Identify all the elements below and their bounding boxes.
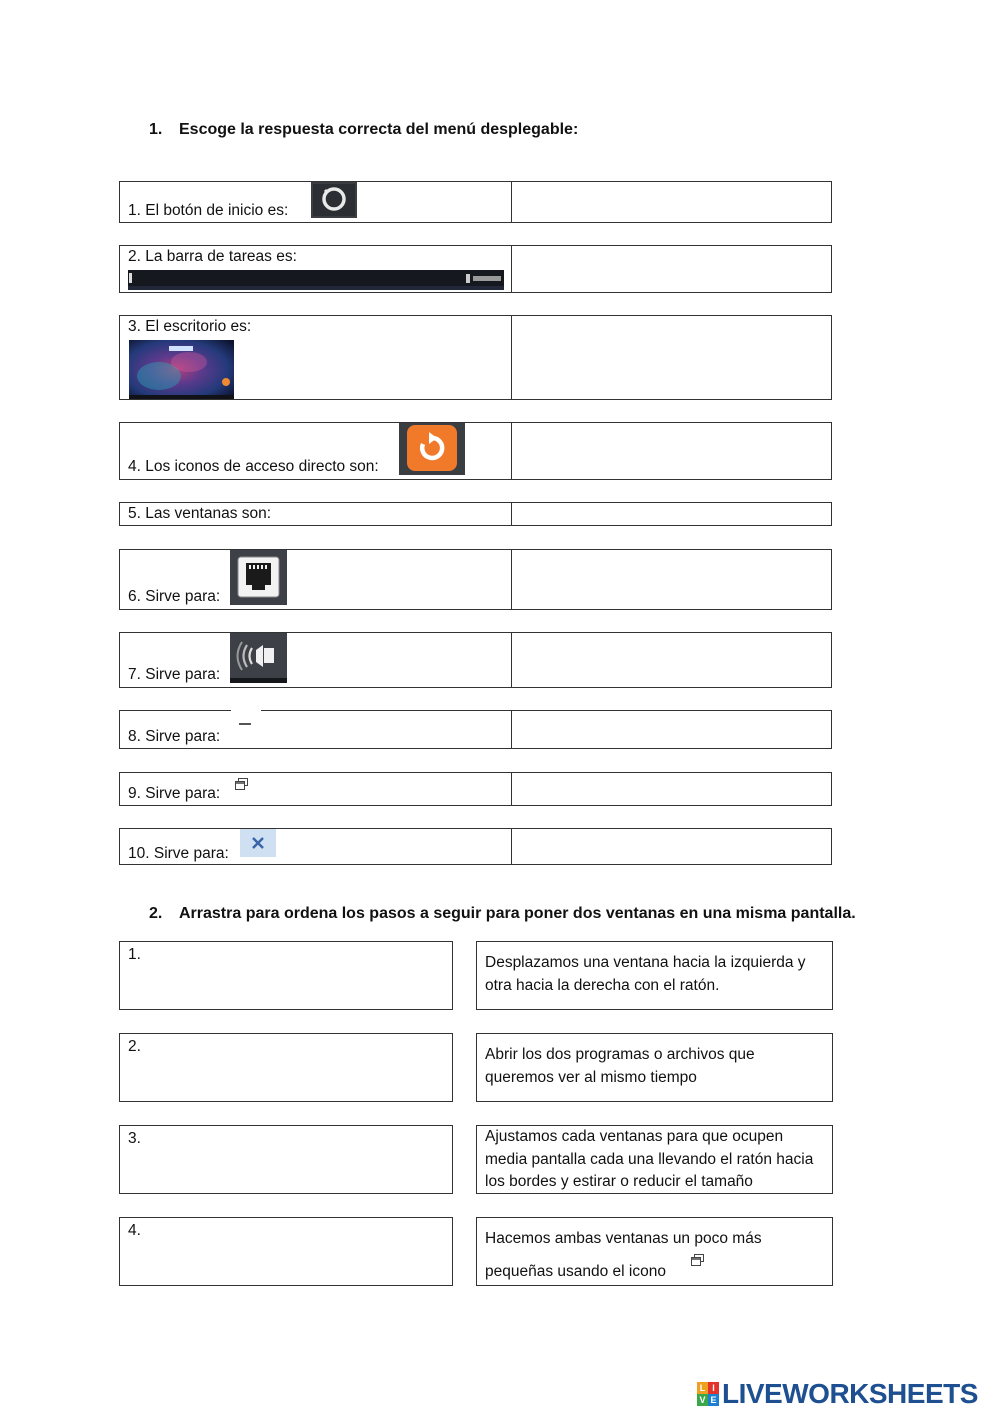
- question-row-3: [119, 315, 832, 400]
- draggable-step-card[interactable]: [476, 1033, 833, 1102]
- answer-dropdown[interactable]: [512, 550, 831, 609]
- logo-text: LIVEWORKSHEETS: [722, 1378, 978, 1409]
- order-slot-2[interactable]: [119, 1033, 453, 1102]
- section-2-heading: 2. Arrastra para ordena los pasos a seguir para poner dos ventanas en una misma pantalla.: [149, 905, 856, 922]
- question-row-5: [119, 502, 832, 526]
- question-row-6: [119, 549, 832, 610]
- answer-dropdown[interactable]: [512, 503, 831, 525]
- question-row-9: [119, 772, 832, 806]
- order-slot-1[interactable]: [119, 941, 453, 1010]
- question-row-10: [119, 828, 832, 865]
- answer-dropdown[interactable]: [512, 711, 831, 748]
- slot-number: 3.: [128, 1130, 141, 1147]
- question-label: 10. Sirve para:: [128, 845, 229, 862]
- question-label: 4. Los iconos de acceso directo son:: [128, 458, 379, 475]
- question-row-4: [119, 422, 832, 480]
- shortcut-icon: [399, 423, 465, 475]
- question-label: 6. Sirve para:: [128, 588, 221, 605]
- draggable-step-card[interactable]: [476, 1217, 833, 1286]
- question-label: 9. Sirve para:: [128, 785, 221, 802]
- step-text: Ajustamos cada ventanas para que ocupen media pantalla cada una llevando el ratón hacia los bordes y estirar o reducir el tamaño: [485, 1128, 814, 1190]
- order-slot-3[interactable]: [119, 1125, 453, 1194]
- question-label: 7. Sirve para:: [128, 666, 221, 683]
- answer-dropdown[interactable]: [512, 182, 831, 222]
- draggable-step-card[interactable]: [476, 1125, 833, 1194]
- answer-dropdown[interactable]: [512, 423, 831, 479]
- question-row-1: [119, 181, 832, 223]
- question-label: 3. El escritorio es:: [128, 318, 252, 335]
- question-row-7: [119, 632, 832, 688]
- answer-dropdown[interactable]: [512, 316, 831, 399]
- slot-number: 2.: [128, 1038, 141, 1055]
- taskbar-image: [128, 270, 504, 290]
- restore-icon: [235, 778, 249, 791]
- draggable-step-card[interactable]: [476, 941, 833, 1010]
- logo-mark-icon: L I V E: [697, 1382, 719, 1406]
- volume-icon: [230, 633, 287, 683]
- question-label: 2. La barra de tareas es:: [128, 248, 297, 265]
- step-text: Hacemos ambas ventanas un poco más pequeñas usando el icono: [485, 1230, 762, 1280]
- question-row-2: [119, 245, 832, 293]
- step-text: Abrir los dos programas o archivos que queremos ver al mismo tiempo: [485, 1046, 755, 1086]
- liveworksheets-logo: [697, 1378, 978, 1410]
- desktop-image: [129, 340, 234, 399]
- answer-dropdown[interactable]: [512, 773, 831, 805]
- section-1-heading: 1. Escoge la respuesta correcta del menú desplegable:: [149, 121, 579, 138]
- start-button-icon: [311, 182, 357, 218]
- question-label: 8. Sirve para:: [128, 728, 221, 745]
- close-icon: [240, 829, 276, 857]
- question-label: 1. El botón de inicio es:: [128, 202, 289, 219]
- answer-dropdown[interactable]: [512, 633, 831, 687]
- answer-dropdown[interactable]: [512, 246, 831, 292]
- question-row-8: [119, 710, 832, 749]
- order-slot-4[interactable]: [119, 1217, 453, 1286]
- network-icon: [230, 550, 287, 605]
- question-label: 5. Las ventanas son:: [128, 505, 272, 522]
- step-text: Desplazamos una ventana hacia la izquierda y otra hacia la derecha con el ratón.: [485, 954, 806, 994]
- minimize-icon: [231, 709, 261, 733]
- restore-icon: [691, 1254, 705, 1267]
- slot-number: 1.: [128, 946, 141, 963]
- slot-number: 4.: [128, 1222, 141, 1239]
- answer-dropdown[interactable]: [512, 829, 831, 864]
